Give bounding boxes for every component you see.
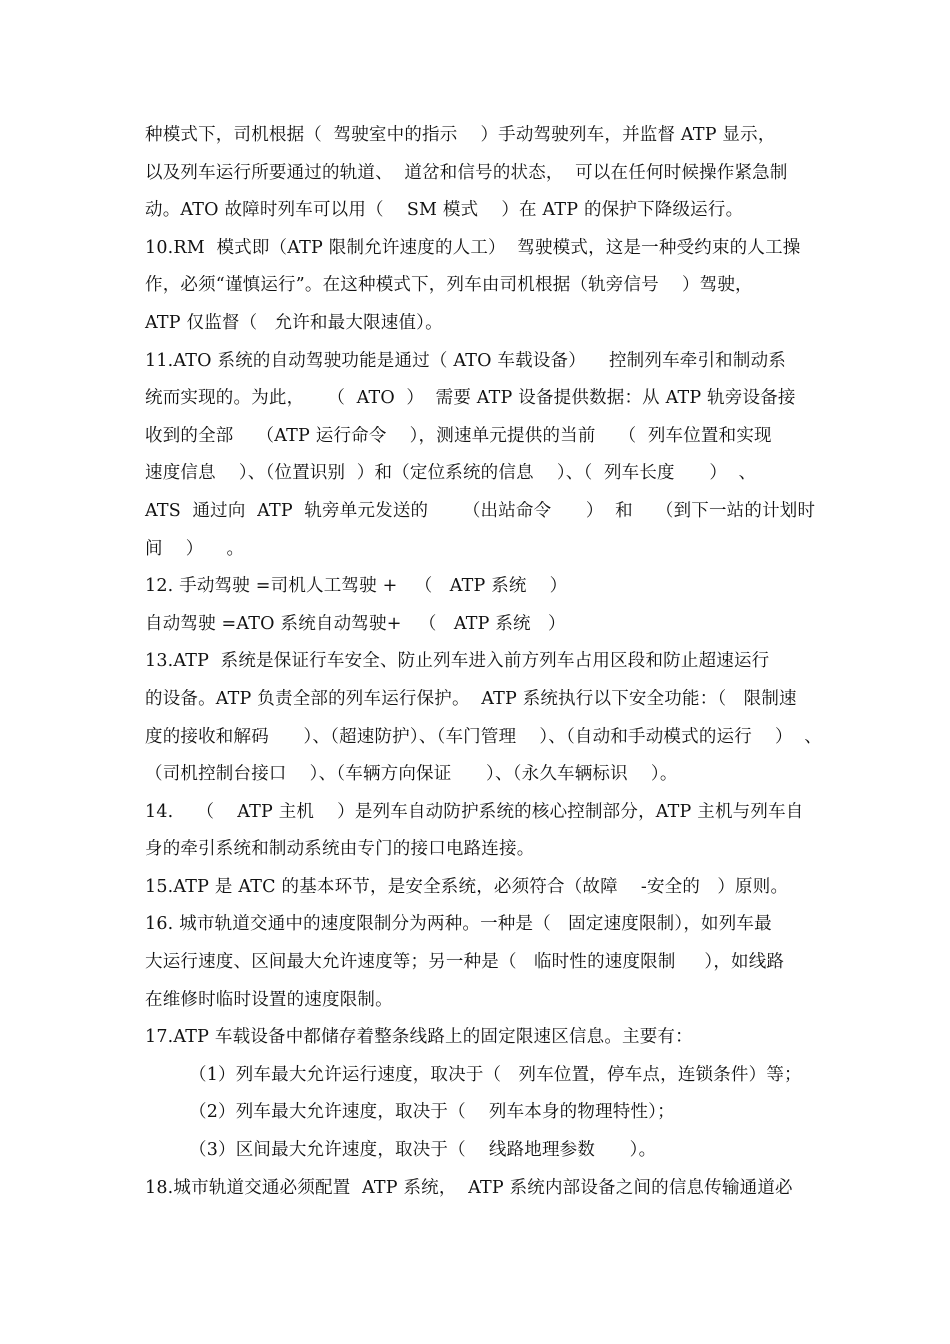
text-line: 18.城市轨道交通必须配置 ATP 系统， ATP 系统内部设备之间的信息传输通道必	[145, 1177, 793, 1198]
text-line: 统而实现的。为此， （ ATO ） 需要 ATP 设备提供数据：从 ATP 轨旁设备接	[145, 388, 796, 409]
text-line: 16. 城市轨道交通中的速度限制分为两种。一种是（ 固定速度限制），如列车最	[145, 914, 772, 935]
text-line: 在维修时临时设置的速度限制。	[145, 989, 393, 1010]
text-line: 度的接收和解码 ）、（超速防护）、（车门管理 ）、（自动和手动模式的运行 ） 、	[145, 726, 822, 747]
text-line: ATP 仅监督（ 允许和最大限速值）。	[145, 312, 443, 333]
text-line: （2）列车最大允许速度，取决于（ 列车本身的物理特性）；	[189, 1102, 675, 1123]
text-line: （3）区间最大允许速度，取决于（ 线路地理参数 ）。	[189, 1140, 657, 1161]
text-line: 作，必须“谨慎运行”。在这种模式下，列车由司机根据（轨旁信号 ）驾驶，	[145, 275, 753, 296]
text-line: 17.ATP 车载设备中都储存着整条线路上的固定限速区信息。主要有：	[145, 1027, 693, 1048]
document-body	[145, 117, 822, 1207]
text-line: 自动驾驶 =ATO 系统自动驾驶+ （ ATP 系统 ）	[145, 613, 566, 634]
text-line: 的设备。ATP 负责全部的列车运行保护。 ATP 系统执行以下安全功能：（ 限制速	[145, 688, 797, 709]
text-line: 10.RM 模式即（ATP 限制允许速度的人工） 驾驶模式，这是一种受约束的人工操	[145, 237, 801, 258]
text-line: 种模式下，司机根据（ 驾驶室中的指示 ）手动驾驶列车，并监督 ATP 显示，	[145, 125, 776, 145]
text-line: 11.ATO 系统的自动驾驶功能是通过（ ATO 车载设备） 控制列车牵引和制动系	[145, 350, 786, 371]
text-line: 动。ATO 故障时列车可以用（ SM 模式 ）在 ATP 的保护下降级运行。	[145, 200, 744, 221]
text-line: 间 ） 。	[145, 538, 245, 559]
text-line: （1）列车最大允许运行速度，取决于（ 列车位置，停车点，连锁条件）等；	[189, 1064, 802, 1085]
text-line: ATS 通过向 ATP 轨旁单元发送的 （出站命令 ） 和 （到下一站的计划时	[145, 500, 816, 521]
text-line: 速度信息 ）、（位置识别 ）和（定位系统的信息 ）、（ 列车长度 ） 、	[145, 463, 757, 484]
text-line: 13.ATP 系统是保证行车安全、防止列车进入前方列车占用区段和防止超速运行	[145, 651, 770, 672]
text-line: 身的牵引系统和制动系统由专门的接口电路连接。	[145, 839, 535, 860]
text-line: 14. （ ATP 主机 ）是列车自动防护系统的核心控制部分，ATP 主机与列车自	[145, 801, 804, 822]
text-line: 大运行速度、区间最大允许速度等；另一种是（ 临时性的速度限制 ），如线路	[145, 952, 785, 973]
text-line: （司机控制台接口 ）、（车辆方向保证 ）、（永久车辆标识 ）。	[145, 764, 678, 785]
text-line: 以及列车运行所要通过的轨道、 道岔和信号的状态， 可以在任何时候操作紧急制	[145, 162, 788, 183]
text-line: 15.ATP 是 ATC 的基本环节，是安全系统，必须符合（故障 -安全的 ）原则。	[145, 876, 789, 897]
text-line: 12. 手动驾驶 =司机人工驾驶 + （ ATP 系统 ）	[145, 576, 568, 597]
text-line: 收到的全部 （ATP 运行命令 ），测速单元提供的当前 （ 列车位置和实现	[145, 425, 772, 446]
